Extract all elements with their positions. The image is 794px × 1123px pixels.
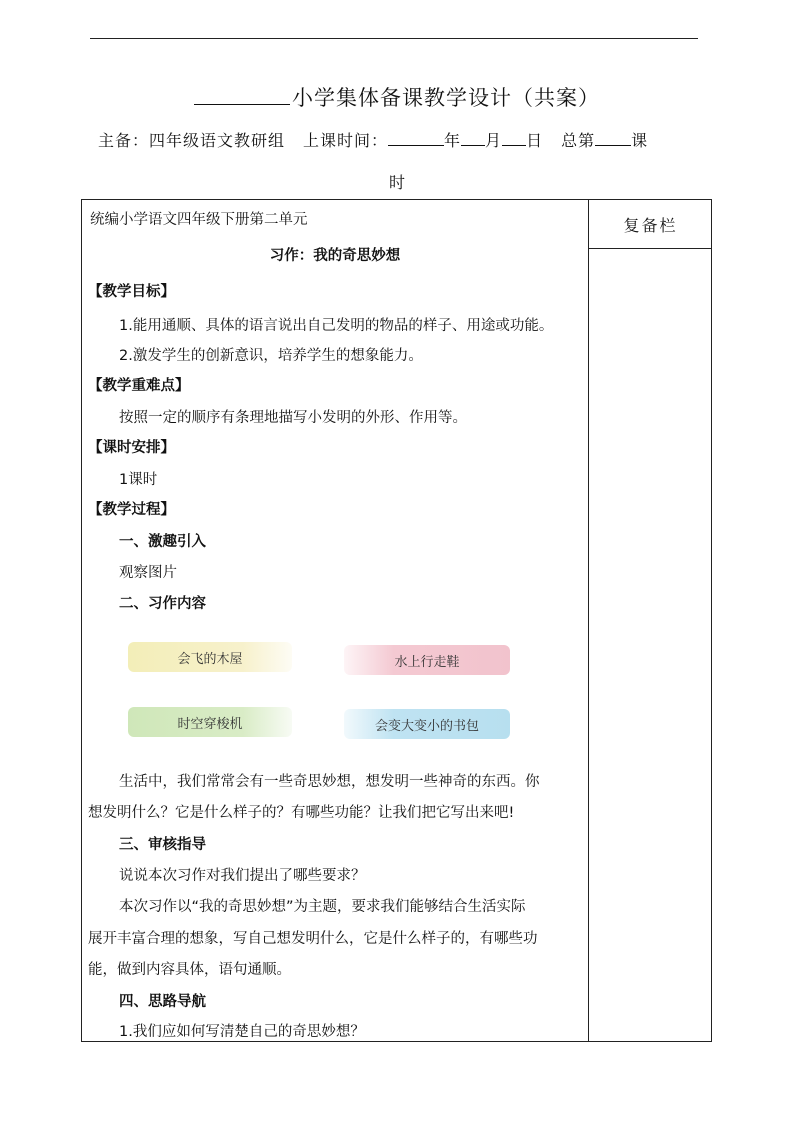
meta-total-suffix: 课 — [631, 131, 649, 150]
section-key-points: 【教学重难点】 — [88, 378, 190, 394]
paragraph-1-line-1: 生活中，我们常常会有一些奇思妙想，想发明一些神奇的东西。你 — [119, 774, 540, 790]
top-rule — [90, 38, 698, 39]
lesson-title: 习作：我的奇思妙想 — [269, 248, 401, 264]
section-schedule: 【课时安排】 — [88, 440, 175, 456]
lesson-table — [81, 199, 712, 1042]
section-process: 【教学过程】 — [88, 502, 175, 518]
paragraph-2-line-2: 展开丰富合理的想象，写自己想发明什么，它是什么样子的，有哪些功 — [88, 931, 538, 947]
step-3-question: 说说本次习作对我们提出了哪些要求？ — [119, 868, 366, 884]
lesson-meta — [98, 128, 698, 151]
step-1-heading: 一、激趣引入 — [119, 534, 206, 550]
key-points-text: 按照一定的顺序有条理地描写小发明的外形、作用等。 — [119, 410, 467, 426]
meta-total-prefix: 总第 — [561, 131, 596, 150]
meta-wrap: 时 — [388, 173, 405, 192]
chip-flying-house: 会飞的木屋 — [128, 642, 292, 672]
review-column-heading: 复备栏 — [589, 200, 712, 249]
chip-resizable-schoolbag: 会变大变小的书包 — [344, 709, 510, 739]
paragraph-2-line-1: 本次习作以“我的奇思妙想”为主题，要求我们能够结合生活实际 — [119, 899, 526, 915]
total-blank[interactable] — [595, 129, 631, 146]
paragraph-1-line-2: 想发明什么？它是什么样子的？有哪些功能？让我们把它写出来吧! — [88, 805, 515, 821]
step-1-text: 观察图片 — [119, 565, 177, 581]
schedule-text: 1课时 — [119, 472, 158, 488]
step-4-question: 1.我们应如何写清楚自己的奇思妙想？ — [119, 1024, 365, 1040]
year-blank[interactable] — [388, 129, 444, 146]
page-title: 小学集体备课教学设计（共案） — [0, 82, 794, 112]
invention-examples-image — [128, 630, 510, 746]
step-2-heading: 二、习作内容 — [119, 596, 206, 612]
paragraph-2-line-3: 能，做到内容具体，语句通顺。 — [88, 962, 291, 978]
unit-line: 统编小学语文四年级下册第二单元 — [90, 212, 308, 228]
section-goals: 【教学目标】 — [88, 284, 175, 300]
chip-water-walking-shoes: 水上行走鞋 — [344, 645, 510, 675]
meta-author: 主备：四年级语文教研组 — [98, 131, 286, 150]
meta-day: 日 — [526, 131, 544, 150]
chip-time-machine: 时空穿梭机 — [128, 707, 292, 737]
step-3-heading: 三、审核指导 — [119, 837, 206, 853]
meta-time-label: 上课时间： — [303, 131, 389, 150]
day-blank[interactable] — [502, 129, 526, 146]
goal-1: 1.能用通顺、具体的语言说出自己发明的物品的样子、用途或功能。 — [119, 318, 554, 334]
month-blank[interactable] — [461, 129, 485, 146]
meta-year: 年 — [444, 131, 462, 150]
goal-2: 2.激发学生的创新意识，培养学生的想象能力。 — [119, 348, 423, 364]
school-name-blank[interactable] — [194, 84, 290, 105]
meta-month: 月 — [485, 131, 503, 150]
step-4-heading: 四、思路导航 — [119, 994, 206, 1010]
